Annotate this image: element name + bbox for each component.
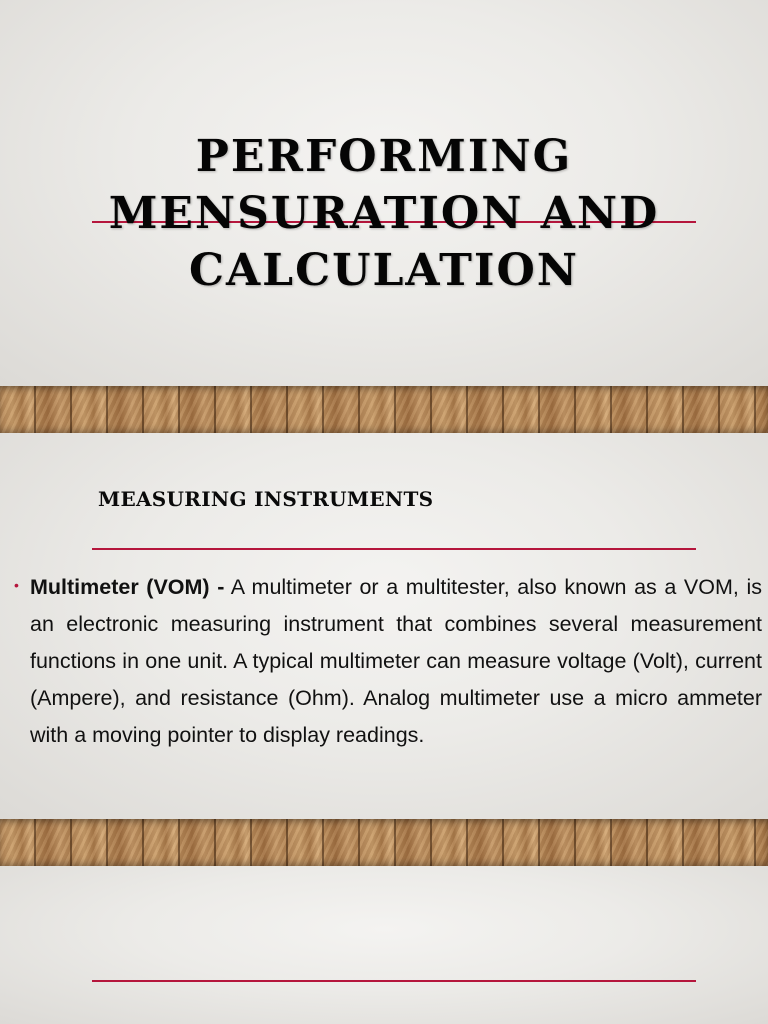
bullet-item [14, 569, 762, 754]
slide-title [60, 128, 708, 299]
section-heading: MEASURING INSTRUMENTS [98, 487, 434, 511]
title-slide [0, 0, 768, 386]
bullet-term: Multimeter (VOM) - [30, 575, 225, 599]
bullet-body: A multimeter or a multitester, also known as a VOM, is an electronic measuring instrument that combines several measurement functions in one unit. A typical multimeter can measure voltage (Volt), current (Ampere), and resistance (Ohm). Analog multimeter use a micro ammeter with a moving pointer to display readings. [30, 575, 762, 747]
title-line-2: MENSURATION AND [108, 188, 660, 239]
heading-accent-rule [92, 548, 696, 550]
wood-divider [0, 819, 768, 866]
wood-divider [0, 386, 768, 433]
heading-accent-rule [92, 980, 696, 982]
title-line-1: PERFORMING [195, 131, 573, 182]
content-slide [0, 433, 768, 819]
next-slide-partial [0, 866, 768, 1024]
bullet-paragraph [30, 569, 762, 754]
bullet-dot-icon: • [14, 577, 19, 593]
title-line-3: CALCULATION [188, 245, 580, 296]
